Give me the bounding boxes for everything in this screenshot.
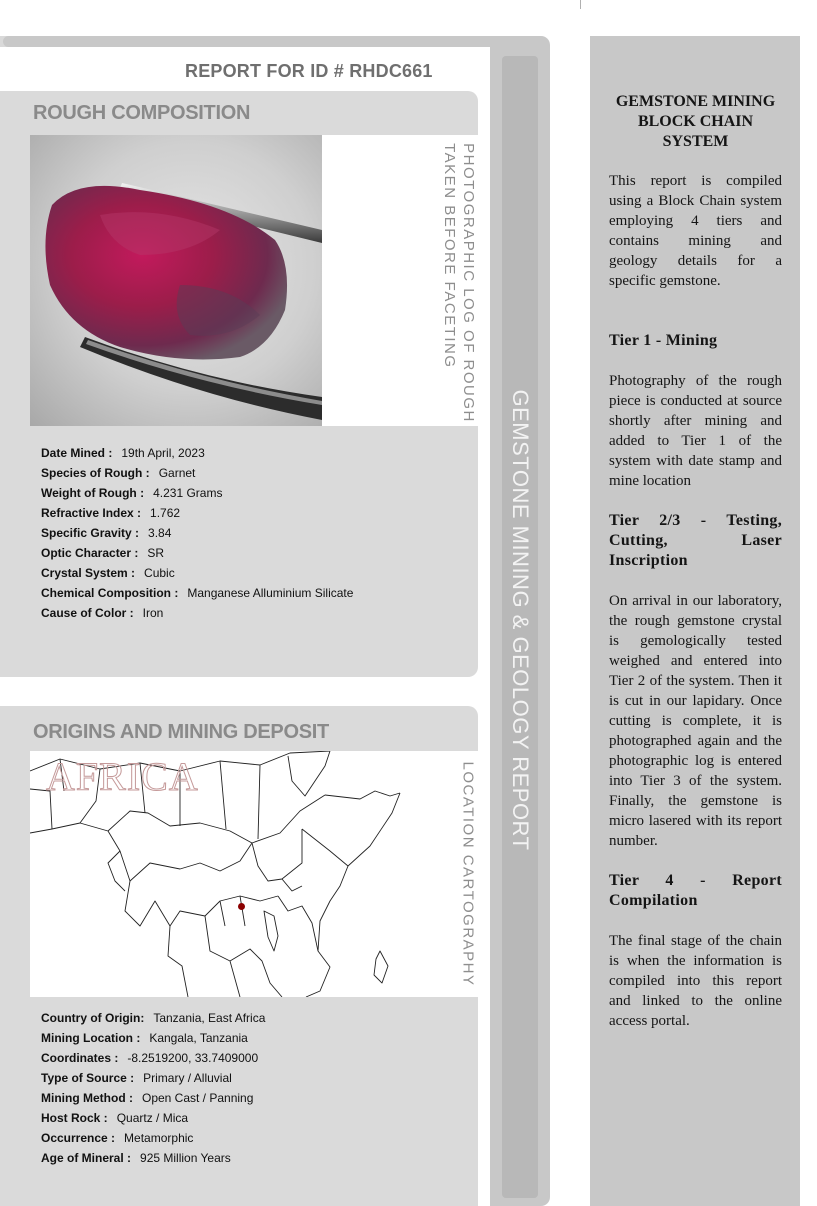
detail-value: Cubic	[144, 566, 175, 580]
tier-1-heading: Tier 1 - Mining	[609, 332, 718, 349]
detail-row-refractive-index	[41, 503, 353, 523]
detail-row-weight	[41, 483, 353, 503]
detail-label: Cause of Color :	[41, 606, 134, 620]
detail-value: 4.231 Grams	[153, 486, 223, 500]
detail-row-cause-of-color	[41, 603, 353, 623]
detail-row-mining-location	[41, 1028, 265, 1048]
location-cartography-caption: LOCATION CARTOGRAPHY	[459, 761, 477, 987]
detail-label: Chemical Composition :	[41, 586, 179, 600]
tier-2-3-text: On arrival in our laboratory, the rough gemstone crystal is gemologically tested weighed and entered into Tier 2 of the system. Then it is cut in our lapidary. Once cutting is complete, it is photographed again and the photographic log is entered into Tier 3 of the system. Finally, the gemstone is micro lasered with its report number.	[609, 593, 782, 849]
detail-label: Weight of Rough :	[41, 486, 145, 500]
detail-value: 19th April, 2023	[121, 446, 205, 460]
detail-label: Type of Source :	[41, 1071, 135, 1085]
detail-label: Mining Location :	[41, 1031, 141, 1045]
detail-value: 1.762	[150, 506, 181, 520]
detail-row-optic-character	[41, 543, 353, 563]
detail-value: Tanzania, East Africa	[153, 1011, 266, 1025]
rough-composition-title: ROUGH COMPOSITION	[33, 102, 251, 124]
detail-label: Host Rock :	[41, 1111, 108, 1125]
blockchain-info-content	[609, 92, 782, 1031]
top-divider-tick	[580, 0, 581, 9]
origin-details-list	[41, 1008, 265, 1168]
origins-title: ORIGINS AND MINING DEPOSIT	[33, 721, 329, 743]
detail-value: 925 Million Years	[140, 1151, 231, 1165]
detail-label: Age of Mineral :	[41, 1151, 132, 1165]
detail-row-age	[41, 1148, 265, 1168]
detail-label: Occurrence :	[41, 1131, 116, 1145]
detail-label: Country of Origin:	[41, 1011, 145, 1025]
detail-value: 3.84	[148, 526, 172, 540]
detail-row-host-rock	[41, 1108, 265, 1128]
tier-2-3-heading: Tier 2/3 - Testing, Cutting, Laser Inscription	[609, 512, 782, 569]
photo-log-caption	[440, 143, 478, 423]
detail-row-specific-gravity	[41, 523, 353, 543]
detail-value: SR	[147, 546, 165, 560]
detail-label: Species of Rough :	[41, 466, 150, 480]
detail-row-date-mined	[41, 443, 353, 463]
detail-label: Crystal System :	[41, 566, 136, 580]
detail-value: Manganese Alluminium Silicate	[187, 586, 354, 600]
detail-row-coordinates	[41, 1048, 265, 1068]
photo-log-caption-line: TAKEN BEFORE FACETING	[441, 143, 458, 369]
detail-label: Date Mined :	[41, 446, 113, 460]
detail-label: Optic Character :	[41, 546, 139, 560]
detail-value: Garnet	[158, 466, 196, 480]
photo-log-caption-line: PHOTOGRAPHIC LOG OF ROUGH	[460, 143, 477, 423]
map-region-label: AFRICA	[46, 754, 199, 799]
africa-map	[30, 751, 426, 997]
detail-row-country	[41, 1008, 265, 1028]
main-header-bar	[3, 36, 490, 47]
tier-4-heading: Tier 4 - Report Compilation	[609, 872, 782, 909]
detail-label: Specific Gravity :	[41, 526, 140, 540]
detail-value: Kangala, Tanzania	[149, 1031, 248, 1045]
report-id-heading: REPORT FOR ID # RHDC661	[185, 61, 433, 81]
detail-row-source-type	[41, 1068, 265, 1088]
detail-row-occurrence	[41, 1128, 265, 1148]
tier-4-text: The final stage of the chain is when the information is compiled into this report and linked to the online access portal.	[609, 933, 782, 1029]
detail-row-crystal-system	[41, 563, 353, 583]
blockchain-intro: This report is compiled using a Block Chain system employing 4 tiers and contains mining and geology details for a specific gemstone.	[609, 173, 782, 289]
vertical-report-title: GEMSTONE MINING & GEOLOGY REPORT	[508, 389, 533, 851]
detail-value: -8.2519200, 33.7409000	[127, 1051, 259, 1065]
detail-row-mining-method	[41, 1088, 265, 1108]
rough-gemstone-photo	[30, 135, 322, 426]
detail-label: Mining Method :	[41, 1091, 133, 1105]
detail-label: Coordinates :	[41, 1051, 119, 1065]
detail-value: Iron	[142, 606, 164, 620]
detail-value: Metamorphic	[124, 1131, 194, 1145]
detail-value: Primary / Alluvial	[143, 1071, 232, 1085]
blockchain-title: GEMSTONE MINING BLOCK CHAIN SYSTEM	[615, 93, 776, 150]
detail-label: Refractive Index :	[41, 506, 142, 520]
tier-1-text: Photography of the rough piece is conducted at source shortly after mining and added to Tier 1 of the system with date stamp and mine location	[609, 373, 782, 489]
detail-row-chemical-composition	[41, 583, 353, 603]
detail-value: Quartz / Mica	[116, 1111, 189, 1125]
rough-details-list	[41, 443, 353, 623]
detail-row-species	[41, 463, 353, 483]
detail-value: Open Cast / Panning	[141, 1091, 254, 1105]
mine-location-marker	[238, 903, 245, 910]
